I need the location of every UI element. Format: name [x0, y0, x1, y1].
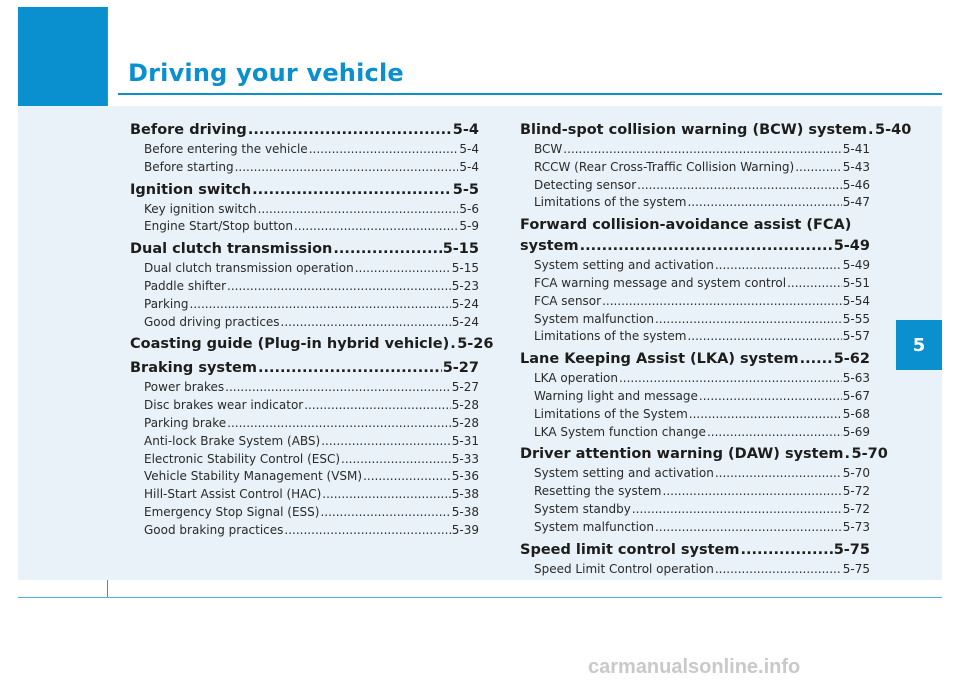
toc-entry[interactable] [520, 406, 870, 424]
toc-entry-label: Limitations of the system [534, 195, 687, 210]
toc-entry[interactable] [130, 468, 479, 486]
toc-section-label: Lane Keeping Assist (LKA) system [520, 351, 799, 368]
toc-entry-page: 5-27 [451, 380, 479, 395]
toc-entry[interactable] [130, 486, 479, 504]
toc-entry-label: RCCW (Rear Cross-Traffic Collision Warning) [534, 159, 795, 174]
toc-section-label: Ignition switch [130, 181, 252, 198]
toc-entry-label: System standby [534, 501, 631, 516]
toc-entry-page: 5-72 [842, 501, 870, 516]
toc-entry-label: Parking brake [144, 415, 227, 430]
dot-leader [689, 406, 842, 424]
toc-entry[interactable] [520, 328, 870, 346]
toc-entry[interactable] [520, 561, 870, 579]
chapter-header-block [18, 7, 108, 106]
toc-section-page: 5-40 [875, 122, 912, 138]
dot-leader [252, 180, 452, 201]
dot-leader [355, 260, 451, 278]
toc-entry-label: Limitations of the System [534, 406, 688, 421]
toc-entry-label: Before entering the vehicle [144, 142, 308, 156]
toc-entry[interactable] [520, 424, 870, 442]
toc-entry[interactable] [520, 501, 870, 519]
dot-leader [637, 177, 842, 195]
toc-section-page: 5-62 [833, 351, 870, 368]
toc-entry[interactable] [520, 483, 870, 501]
dot-leader [258, 358, 442, 379]
toc-entry-page: 5-41 [842, 142, 870, 156]
toc-entry-label: Emergency Stop Signal (ESS) [144, 504, 320, 519]
dot-leader [715, 465, 842, 483]
toc-entry-page: 5-43 [842, 159, 870, 174]
toc-entry-page: 5-4 [459, 142, 479, 156]
toc-entry[interactable] [520, 257, 870, 275]
toc-section[interactable] [130, 239, 479, 260]
toc-entry[interactable] [130, 141, 479, 159]
toc-entry-page: 5-39 [451, 522, 479, 537]
dot-leader [845, 444, 851, 465]
dot-leader [333, 239, 441, 260]
toc-entry-page: 5-6 [459, 201, 479, 216]
toc-section[interactable] [130, 180, 479, 201]
toc-entry[interactable] [520, 159, 870, 177]
toc-entry[interactable] [130, 314, 479, 332]
toc-entry-page: 5-57 [842, 329, 870, 344]
toc-section-page: 5-26 [457, 336, 494, 353]
toc-entry-label: Anti-lock Brake System (ABS) [144, 433, 321, 448]
toc-entry-page: 5-28 [451, 398, 479, 413]
toc-entry[interactable] [520, 388, 870, 406]
dot-leader [580, 236, 833, 257]
toc-entry[interactable] [130, 397, 479, 415]
toc-section-label: Braking system [130, 360, 257, 377]
toc-section[interactable] [520, 236, 870, 257]
toc-section-label: system [520, 238, 579, 255]
dot-leader [800, 349, 833, 370]
toc-section-page: 5-5 [452, 181, 479, 198]
toc-entry-label: Detecting sensor [534, 177, 637, 192]
toc-entry[interactable] [130, 201, 479, 219]
toc-entry-page: 5-54 [842, 293, 870, 308]
toc-entry-label: Disc brakes wear indicator [144, 398, 304, 413]
toc-section-page: 5-49 [833, 238, 870, 255]
toc-entry-label: Parking [144, 296, 189, 311]
toc-entry-page: 5-68 [842, 406, 870, 421]
toc-entry-label: Dual clutch transmission operation [144, 261, 354, 276]
toc-entry[interactable] [130, 218, 479, 236]
dot-leader [868, 120, 874, 141]
toc-entry-page: 5-46 [842, 177, 870, 192]
toc-entry-label: FCA warning message and system control [534, 275, 787, 290]
toc-entry-page: 5-36 [451, 469, 479, 484]
toc-entry-label: Vehicle Stability Management (VSM) [144, 469, 363, 484]
watermark: carmanualsonline.info [588, 656, 801, 678]
toc-section-page: 5-4 [452, 122, 479, 138]
toc-entry-label: System malfunction [534, 311, 654, 326]
toc-section-label: Dual clutch transmission [130, 241, 333, 258]
dot-leader [450, 334, 456, 355]
dot-leader [341, 451, 451, 469]
toc-entry[interactable] [520, 465, 870, 483]
toc-entry[interactable] [520, 141, 870, 159]
toc-entry-label: BCW [534, 142, 563, 156]
toc-entry-label: Paddle shifter [144, 278, 227, 293]
toc-entry-page: 5-75 [842, 561, 870, 576]
toc-section-page: 5-27 [442, 360, 479, 377]
dot-leader [787, 275, 842, 293]
dot-leader [363, 468, 451, 486]
toc-entry[interactable] [130, 522, 479, 540]
toc-entry-page: 5-24 [451, 296, 479, 311]
dot-leader [715, 561, 842, 579]
dot-leader [740, 540, 832, 561]
dot-leader [602, 293, 842, 311]
toc-entry[interactable] [130, 159, 479, 177]
toc-entry-page: 5-67 [842, 388, 870, 403]
toc-entry[interactable] [520, 311, 870, 329]
toc-entry-label: Power brakes [144, 380, 225, 395]
dot-leader [715, 257, 842, 275]
toc-section[interactable] [520, 120, 912, 141]
toc-entry[interactable] [520, 370, 870, 388]
dot-leader [322, 486, 451, 504]
toc-entry[interactable] [130, 379, 479, 397]
toc-entry-page: 5-73 [842, 519, 870, 534]
toc-entry-page: 5-51 [842, 275, 870, 290]
toc-entry-label: Speed Limit Control operation [534, 561, 714, 576]
dot-leader [294, 218, 458, 236]
page-title: Driving your vehicle [128, 59, 404, 87]
dot-leader [707, 424, 842, 442]
toc-entry-page: 5-33 [451, 451, 479, 466]
chapter-tab[interactable]: 5 [896, 320, 942, 370]
dot-leader [190, 296, 451, 314]
toc-entry-label: Limitations of the system [534, 329, 687, 344]
dot-leader [248, 120, 452, 141]
dot-leader [632, 501, 842, 519]
toc-entry-label: Electronic Stability Control (ESC) [144, 451, 341, 466]
toc-entry-page: 5-15 [451, 261, 479, 276]
toc-section-label: Coasting guide (Plug-in hybrid vehicle) [130, 336, 450, 353]
toc-entry-label: LKA operation [534, 371, 618, 386]
toc-entry-label: Warning light and message [534, 388, 698, 403]
dot-leader [258, 201, 459, 219]
toc-entry-label: Key ignition switch [144, 201, 257, 216]
toc-section-label: Forward collision-avoidance assist (FCA) [520, 217, 852, 234]
toc-entry[interactable] [130, 504, 479, 522]
toc-entry-label: Good driving practices [144, 314, 280, 329]
title-underline [118, 93, 942, 95]
dot-leader [619, 370, 842, 388]
toc-entry[interactable] [520, 194, 870, 212]
toc-entry[interactable] [520, 293, 870, 311]
toc-entry-page: 5-23 [451, 278, 479, 293]
dot-leader [227, 415, 451, 433]
toc-entry-page: 5-55 [842, 311, 870, 326]
dot-leader [320, 504, 450, 522]
toc-entry-label: Good braking practices [144, 522, 284, 537]
toc-section-page: 5-70 [851, 446, 888, 463]
toc-section-label: Blind-spot collision warning (BCW) system [520, 122, 868, 138]
toc-entry-page: 5-24 [451, 314, 479, 329]
toc-entry-page: 5-38 [451, 504, 479, 519]
toc-section[interactable] [130, 334, 494, 355]
toc-section[interactable] [130, 120, 479, 141]
toc-entry-label: System setting and activation [534, 258, 714, 273]
toc-entry-page: 5-47 [842, 195, 870, 210]
dot-leader [663, 483, 842, 501]
toc-entry[interactable] [130, 296, 479, 314]
toc-section-label: Driver attention warning (DAW) system [520, 446, 844, 463]
toc-entry-page: 5-9 [459, 219, 479, 234]
toc-section[interactable] [130, 358, 479, 379]
toc-entry[interactable] [130, 415, 479, 433]
dot-leader [284, 522, 450, 540]
toc-entry-label: Hill-Start Assist Control (HAC) [144, 487, 322, 502]
toc-entry-label: Resetting the system [534, 484, 662, 499]
dot-leader [563, 141, 842, 159]
dot-leader [225, 379, 451, 397]
toc-entry-page: 5-63 [842, 371, 870, 386]
dot-leader [655, 311, 842, 329]
toc-entry-label: LKA System function change [534, 424, 706, 439]
toc-section-heading [520, 215, 870, 236]
toc-entry-page: 5-28 [451, 415, 479, 430]
toc-section-label: Before driving [130, 122, 247, 138]
dot-leader [309, 141, 459, 159]
toc-column-left [130, 120, 494, 540]
dot-leader [235, 159, 459, 177]
toc-entry-page: 5-49 [842, 258, 870, 273]
toc-entry[interactable] [520, 519, 870, 537]
toc-entry-page: 5-4 [459, 159, 479, 174]
toc-section-page: 5-15 [442, 241, 479, 258]
toc-entry-label: Engine Start/Stop button [144, 219, 293, 234]
footer-rule [18, 597, 942, 598]
toc-entry-page: 5-70 [842, 466, 870, 481]
toc-entry[interactable] [130, 433, 479, 451]
dot-leader [655, 519, 842, 537]
toc-entry[interactable] [130, 260, 479, 278]
toc-entry-page: 5-31 [451, 433, 479, 448]
dot-leader [699, 388, 842, 406]
toc-entry-label: FCA sensor [534, 293, 602, 308]
dot-leader [281, 314, 451, 332]
toc-entry[interactable] [130, 278, 479, 296]
toc-entry-page: 5-72 [842, 484, 870, 499]
dot-leader [321, 433, 451, 451]
toc-entry[interactable] [520, 275, 870, 293]
toc-entry-label: System setting and activation [534, 466, 714, 481]
toc-section-page: 5-75 [833, 541, 870, 558]
toc-column-right [520, 120, 912, 578]
toc-entry-label: Before starting [144, 159, 234, 174]
dot-leader [687, 194, 841, 212]
dot-leader [304, 397, 451, 415]
toc-section-label: Speed limit control system [520, 541, 740, 558]
toc-entry-page: 5-69 [842, 424, 870, 439]
toc-section[interactable] [520, 444, 888, 465]
dot-leader [795, 159, 842, 177]
dot-leader [227, 278, 451, 296]
toc-section[interactable] [520, 540, 870, 561]
toc-entry-label: System malfunction [534, 519, 654, 534]
toc-section[interactable] [520, 349, 870, 370]
toc-entry[interactable] [520, 177, 870, 195]
dot-leader [687, 328, 841, 346]
toc-entry-page: 5-38 [451, 487, 479, 502]
toc-entry[interactable] [130, 451, 479, 469]
